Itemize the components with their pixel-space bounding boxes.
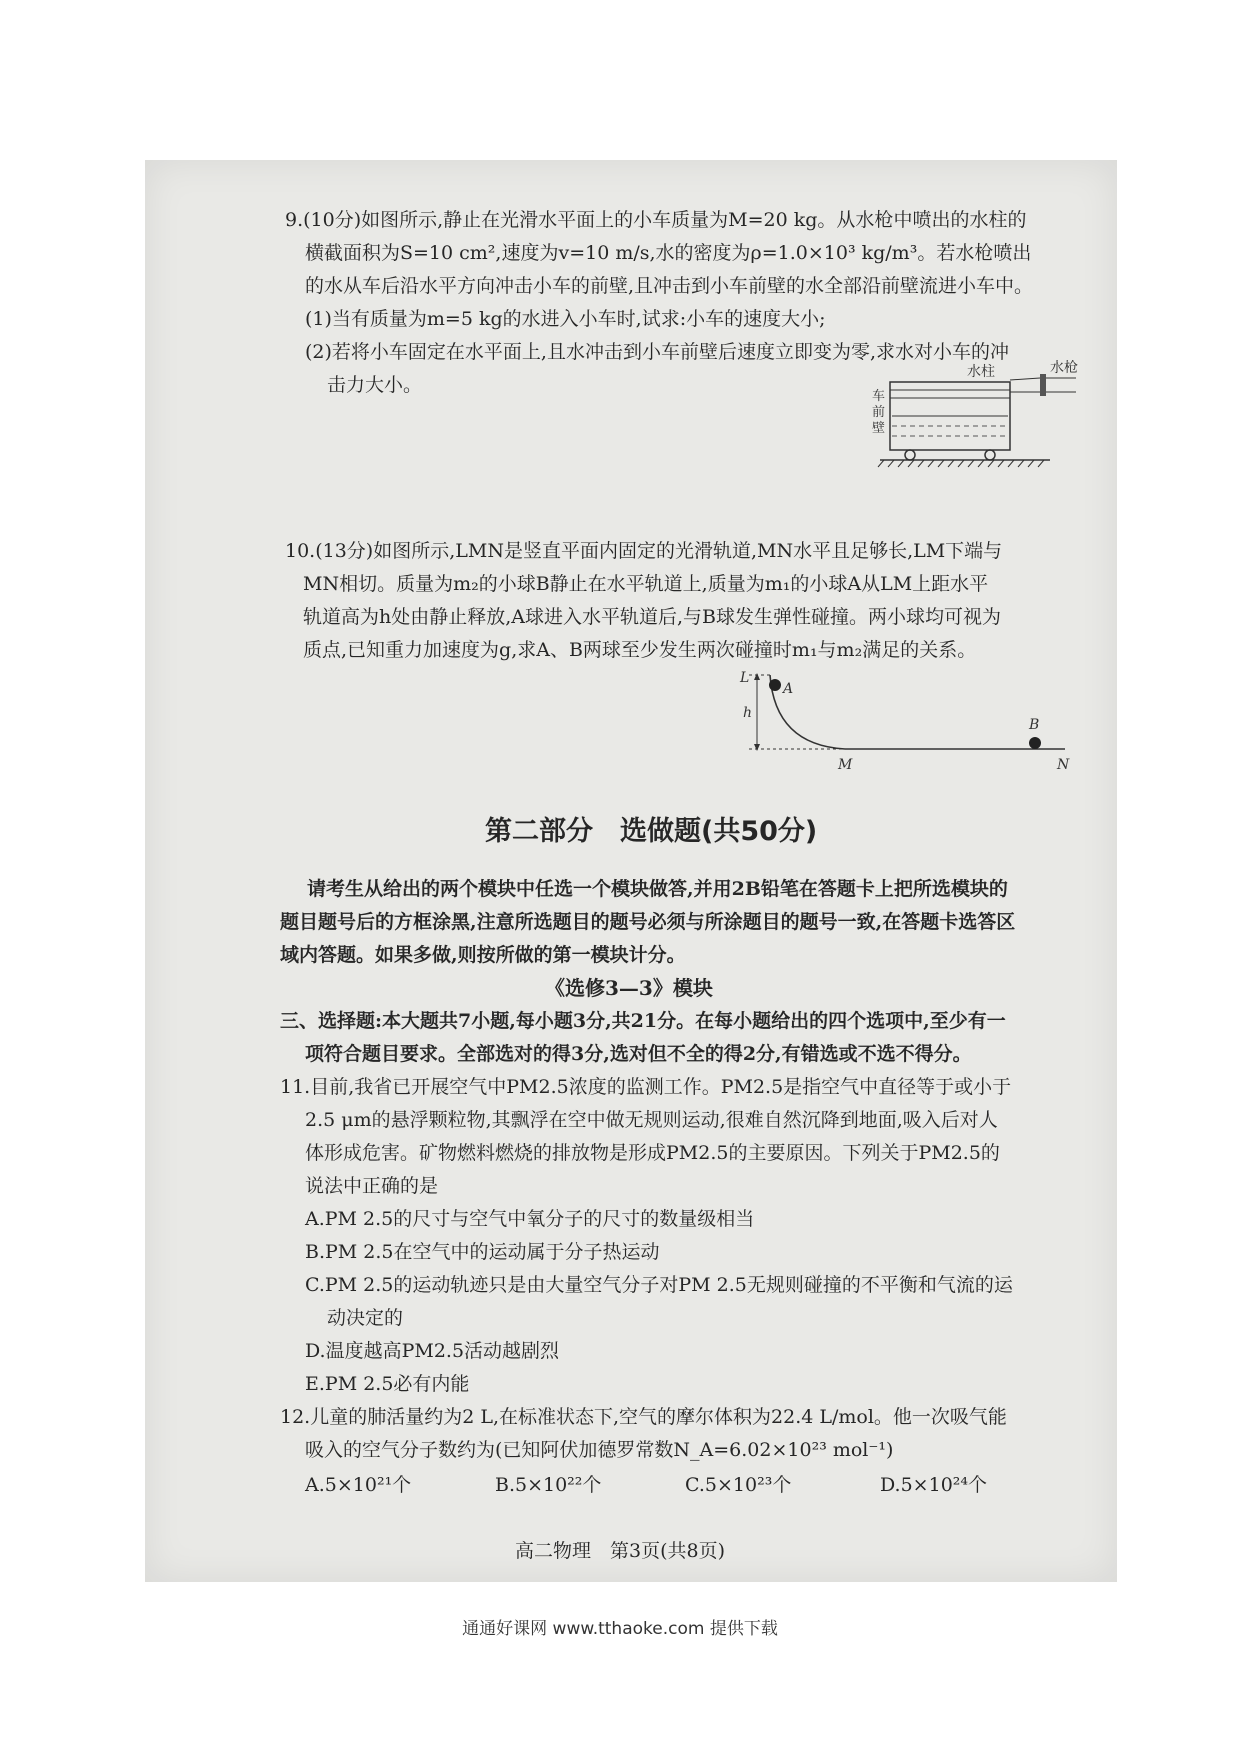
q10-line-1: 10.(13分)如图所示,LMN是竖直平面内固定的光滑轨道,MN水平且足够长,LM下端与 [285, 540, 1003, 562]
track-lmn-diagram [735, 665, 1075, 775]
q12-option-b: B.5×10²²个 [495, 1474, 602, 1496]
label-A: A [783, 681, 794, 697]
q9-line-6: 击力大小。 [327, 374, 423, 396]
section3-line-1: 三、选择题:本大题共7小题,每小题3分,共21分。在每小题给出的四个选项中,至少有一 [280, 1010, 1006, 1032]
q9-line-5: (2)若将小车固定在水平面上,且水冲击到小车前壁后速度立即变为零,求水对小车的冲 [305, 341, 1009, 363]
q12-option-c: C.5×10²³个 [685, 1474, 792, 1496]
water-column-label: 水柱 [967, 364, 995, 380]
q12-option-d: D.5×10²⁴个 [880, 1474, 988, 1496]
q11-option-d: D.温度越高PM2.5活动越剧烈 [305, 1340, 560, 1362]
q11-option-e: E.PM 2.5必有内能 [305, 1373, 470, 1395]
q9-line-2: 横截面积为S=10 cm²,速度为v=10 m/s,水的密度为ρ=1.0×10³ kg/m³。若水枪喷出 [305, 242, 1032, 264]
part2-title: 第二部分 选做题(共50分) [485, 816, 818, 847]
cart-water-gun-diagram [840, 360, 1080, 480]
q11-option-b: B.PM 2.5在空气中的运动属于分子热运动 [305, 1241, 660, 1263]
q11-stem-2: 2.5 μm的悬浮颗粒物,其飘浮在空中做无规则运动,很难自然沉降到地面,吸入后对人 [305, 1109, 998, 1131]
part2-instruction-3: 域内答题。如果多做,则按所做的第一模块计分。 [280, 944, 686, 966]
q12-option-a: A.5×10²¹个 [305, 1474, 412, 1496]
q12-stem-1: 12.儿童的肺活量约为2 L,在标准状态下,空气的摩尔体积为22.4 L/mol。他一次吸气能 [280, 1406, 1007, 1428]
module-title: 《选修3—3》模块 [545, 976, 713, 1000]
q11-stem-1: 11.目前,我省已开展空气中PM2.5浓度的监测工作。PM2.5是指空气中直径等于或小于 [280, 1076, 1012, 1098]
part2-instruction-1: 请考生从给出的两个模块中任选一个模块做答,并用2B铅笔在答题卡上把所选模块的 [307, 878, 1008, 900]
part2-instruction-2: 题目题号后的方框涂黑,注意所选题目的题号必须与所涂题目的题号一致,在答题卡选答区 [280, 911, 1016, 933]
q11-stem-3: 体形成危害。矿物燃料燃烧的排放物是形成PM2.5的主要原因。下列关于PM2.5的 [305, 1142, 1000, 1164]
q11-option-c: C.PM 2.5的运动轨迹只是由大量空气分子对PM 2.5无规则碰撞的不平衡和气流的运 [305, 1274, 1013, 1296]
q10-line-2: MN相切。质量为m₂的小球B静止在水平轨道上,质量为m₁的小球A从LM上距水平 [303, 573, 989, 595]
q10-line-4: 质点,已知重力加速度为g,求A、B两球至少发生两次碰撞时m₁与m₂满足的关系。 [303, 639, 977, 661]
q11-option-c-cont: 动决定的 [327, 1307, 404, 1329]
water-gun-label: 水枪 [1050, 360, 1078, 376]
label-L: L [740, 670, 750, 686]
label-M: M [838, 757, 853, 773]
page-footer: 高二物理 第3页(共8页) [515, 1540, 726, 1562]
site-footer: 通通好课网 www.tthaoke.com 提供下载 [462, 1619, 778, 1639]
label-h: h [743, 705, 753, 721]
label-B: B [1029, 717, 1040, 733]
label-N: N [1057, 757, 1070, 773]
q9-line-3: 的水从车后沿水平方向冲击小车的前壁,且冲击到小车前壁的水全部沿前壁流进小车中。 [305, 275, 1034, 297]
q11-stem-4: 说法中正确的是 [305, 1175, 439, 1197]
q11-option-a: A.PM 2.5的尺寸与空气中氧分子的尺寸的数量级相当 [305, 1208, 755, 1230]
front-wall-label-3: 壁 [872, 421, 886, 436]
q9-line-4: (1)当有质量为m=5 kg的水进入小车时,试求:小车的速度大小; [305, 308, 826, 330]
exam-page [145, 160, 1117, 1582]
front-wall-label-1: 车 [872, 389, 886, 404]
q12-stem-2: 吸入的空气分子数约为(已知阿伏加德罗常数N_A=6.02×10²³ mol⁻¹) [305, 1439, 894, 1461]
section3-line-2: 项符合题目要求。全部选对的得3分,选对但不全的得2分,有错选或不选不得分。 [305, 1043, 972, 1065]
q9-line-1: 9.(10分)如图所示,静止在光滑水平面上的小车质量为M=20 kg。从水枪中喷出的水柱的 [285, 209, 1027, 231]
front-wall-label-2: 前 [872, 405, 886, 420]
q10-line-3: 轨道高为h处由静止释放,A球进入水平轨道后,与B球发生弹性碰撞。两小球均可视为 [303, 606, 1002, 628]
